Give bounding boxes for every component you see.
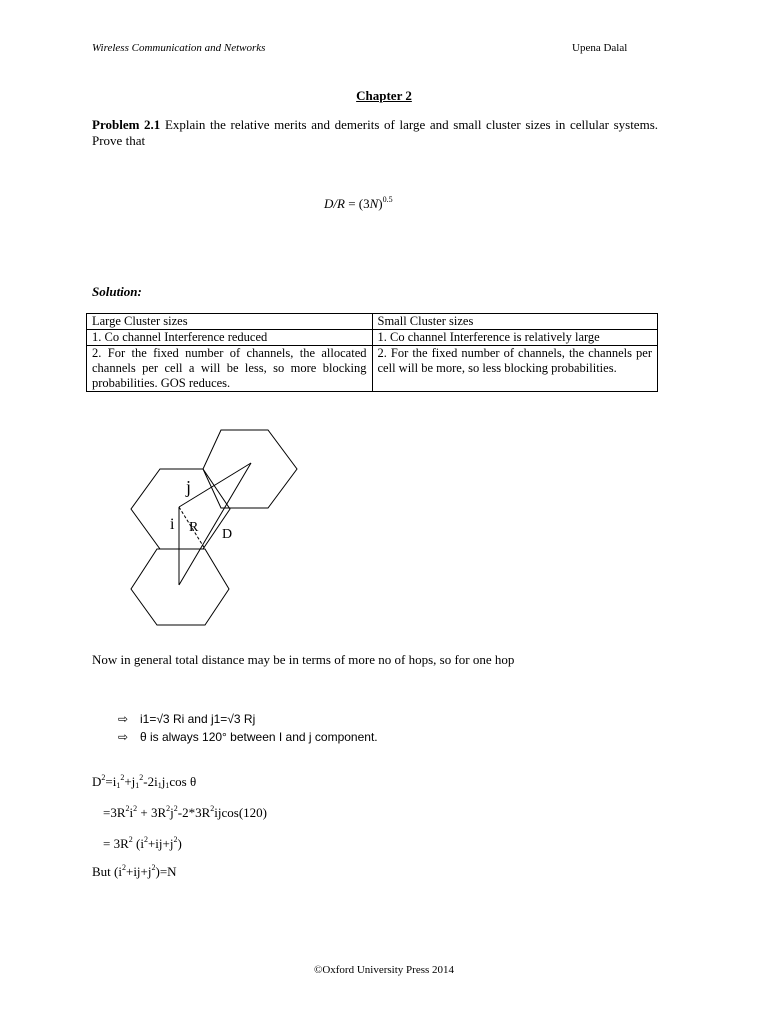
equation-line-2 bbox=[103, 804, 267, 821]
eq-sup: 2 bbox=[173, 835, 178, 844]
eq-sup: 2 bbox=[151, 863, 156, 872]
eq-sup: 2 bbox=[125, 804, 130, 813]
eq-sub: 1 bbox=[165, 781, 170, 790]
hexagon-cluster-diagram bbox=[127, 425, 302, 635]
eq-term: =i bbox=[105, 774, 117, 789]
problem-statement bbox=[92, 117, 658, 149]
eq-term: +ij+j bbox=[125, 864, 152, 879]
eq-sup: 2 bbox=[173, 804, 178, 813]
formula-lhs: D/R bbox=[324, 196, 345, 211]
cluster-comparison-table bbox=[86, 313, 658, 392]
eq-sup: 2 bbox=[133, 804, 138, 813]
problem-label: Problem 2.1 bbox=[92, 117, 161, 132]
label-i: i bbox=[170, 516, 175, 533]
eq-term: =3R bbox=[103, 805, 126, 820]
eq-sup: 2 bbox=[139, 773, 144, 782]
eq-term: -2*3R bbox=[177, 805, 211, 820]
eq-term: + 3R bbox=[137, 805, 167, 820]
eq-term: ijcos(120) bbox=[214, 805, 267, 820]
eq-sup: 2 bbox=[166, 804, 171, 813]
list-item bbox=[118, 728, 378, 746]
equation-line-3 bbox=[103, 835, 182, 852]
bullet-list bbox=[118, 710, 378, 746]
eq-sup: 2 bbox=[120, 773, 125, 782]
arrow-icon: ⇨ bbox=[118, 730, 129, 744]
eq-term: )=N bbox=[155, 864, 177, 879]
eq-sup: 2 bbox=[128, 835, 133, 844]
eq-sup: 2 bbox=[143, 835, 148, 844]
equation-line-4 bbox=[92, 863, 177, 880]
table-header-cell: Small Cluster sizes bbox=[372, 314, 658, 330]
header-author: Upena Dalal bbox=[572, 42, 628, 54]
label-j: j bbox=[186, 477, 192, 497]
formula-eq: = (3 bbox=[344, 196, 370, 211]
eq-sup: 2 bbox=[121, 863, 126, 872]
eq-term: D bbox=[92, 774, 102, 789]
eq-sub: 1 bbox=[157, 781, 162, 790]
table-cell: 1. Co channel Interference is relatively large bbox=[372, 330, 658, 346]
eq-term: ) bbox=[177, 836, 182, 851]
eq-sub: 1 bbox=[116, 781, 121, 790]
table-cell: 2. For the fixed number of channels, the channels per cell will be more, so less blocking probabilities. bbox=[372, 346, 658, 392]
eq-term: But (i bbox=[92, 864, 122, 879]
equation-line-1 bbox=[92, 773, 196, 790]
eq-term: -2i bbox=[143, 774, 158, 789]
formula-close: ) bbox=[378, 196, 383, 211]
table-header-cell: Large Cluster sizes bbox=[87, 314, 373, 330]
bullet-text: i1=√3 Ri and j1=√3 Rj bbox=[140, 712, 256, 726]
table-cell: 1. Co channel Interference reduced bbox=[87, 330, 373, 346]
eq-sup: 2 bbox=[101, 773, 106, 782]
eq-sub: 1 bbox=[135, 781, 140, 790]
eq-term: j bbox=[170, 805, 174, 820]
table-row bbox=[87, 346, 658, 392]
table-header-row bbox=[87, 314, 658, 330]
table-row bbox=[87, 330, 658, 346]
formula-var: N bbox=[369, 196, 379, 211]
eq-term: cos θ bbox=[169, 774, 197, 789]
bullet-text: θ is always 120° between I and j component. bbox=[140, 730, 378, 744]
arrow-icon: ⇨ bbox=[118, 712, 129, 726]
eq-term: i bbox=[129, 805, 134, 820]
eq-term: +j bbox=[124, 774, 136, 789]
formula bbox=[324, 195, 393, 212]
header-book-title: Wireless Communication and Networks bbox=[92, 42, 266, 54]
formula-exponent: 0.5 bbox=[382, 195, 393, 204]
footer-copyright: ©Oxford University Press 2014 bbox=[313, 964, 455, 976]
eq-term: +ij+j bbox=[147, 836, 174, 851]
eq-term: j bbox=[161, 774, 166, 789]
hops-paragraph: Now in general total distance may be in terms of more no of hops, so for one hop bbox=[92, 652, 515, 667]
eq-term: = 3R bbox=[103, 836, 129, 851]
label-r: R bbox=[189, 520, 199, 535]
solution-label: Solution: bbox=[92, 284, 142, 299]
chapter-title: Chapter 2 bbox=[356, 88, 412, 103]
eq-sup: 2 bbox=[210, 804, 215, 813]
list-item bbox=[118, 710, 378, 728]
eq-term: (i bbox=[132, 836, 144, 851]
table-cell: 2. For the fixed number of channels, the allocated channels per cell a will be less, so more blocking probabilities. GOS reduces. bbox=[87, 346, 373, 392]
problem-text: Explain the relative merits and demerits of large and small cluster sizes in cellular systems. Prove that bbox=[92, 117, 658, 148]
hexagon-bottom bbox=[131, 549, 229, 625]
hexagon-top bbox=[203, 430, 297, 508]
label-d: D bbox=[222, 527, 233, 542]
